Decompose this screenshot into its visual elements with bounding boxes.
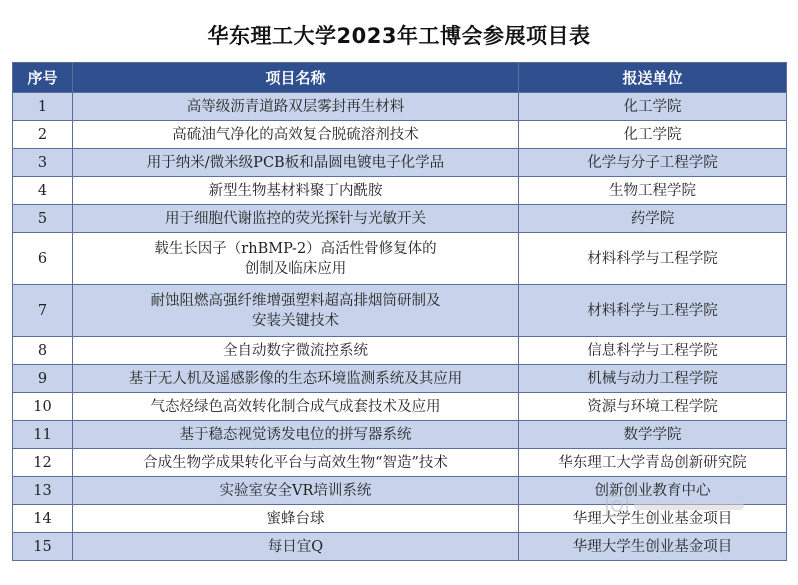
cell-project-name: 基于稳态视觉诱发电位的拼写器系统	[73, 421, 519, 449]
cell-number: 7	[13, 285, 73, 337]
table-body	[13, 93, 787, 561]
cell-number: 1	[13, 93, 73, 121]
cell-unit: 创新创业教育中心	[519, 477, 787, 505]
cell-project-name: 耐蚀阻燃高强纤维增强塑料超高排烟筒研制及 安装关键技术	[73, 285, 519, 337]
cell-project-name: 实验室安全VR培训系统	[73, 477, 519, 505]
cell-unit: 华东理工大学青岛创新研究院	[519, 449, 787, 477]
cell-unit: 华理大学生创业基金项目	[519, 533, 787, 561]
table-row	[13, 93, 787, 121]
cell-unit: 化学与分子工程学院	[519, 149, 787, 177]
cell-number: 12	[13, 449, 73, 477]
cell-unit: 华理大学生创业基金项目	[519, 505, 787, 533]
table-row	[13, 365, 787, 393]
cell-project-name: 合成生物学成果转化平台与高效生物“智造”技术	[73, 449, 519, 477]
table-row	[13, 233, 787, 285]
table-row	[13, 505, 787, 533]
cell-project-name: 新型生物基材料聚丁内酰胺	[73, 177, 519, 205]
cell-project-name: 用于纳米/微米级PCB板和晶圆电镀电子化学品	[73, 149, 519, 177]
cell-number: 9	[13, 365, 73, 393]
cell-project-name: 气态烃绿色高效转化制合成气成套技术及应用	[73, 393, 519, 421]
cell-number: 5	[13, 205, 73, 233]
cell-project-name: 全自动数字微流控系统	[73, 337, 519, 365]
cell-number: 4	[13, 177, 73, 205]
cell-number: 15	[13, 533, 73, 561]
cell-unit: 生物工程学院	[519, 177, 787, 205]
column-header-unit: 报送单位	[519, 63, 787, 93]
column-header-project-name: 项目名称	[73, 63, 519, 93]
cell-unit: 信息科学与工程学院	[519, 337, 787, 365]
cell-number: 11	[13, 421, 73, 449]
cell-number: 3	[13, 149, 73, 177]
cell-project-name: 用于细胞代谢监控的荧光探针与光敏开关	[73, 205, 519, 233]
cell-unit: 数学学院	[519, 421, 787, 449]
column-header-number: 序号	[13, 63, 73, 93]
table-row	[13, 477, 787, 505]
cell-number: 2	[13, 121, 73, 149]
table-header-row	[13, 63, 787, 93]
cell-project-name: 载生长因子（rhBMP-2）高活性骨修复体的 创制及临床应用	[73, 233, 519, 285]
table-row	[13, 205, 787, 233]
cell-unit: 资源与环境工程学院	[519, 393, 787, 421]
table-row	[13, 533, 787, 561]
table-row	[13, 149, 787, 177]
cell-number: 13	[13, 477, 73, 505]
cell-project-name: 蜜蜂台球	[73, 505, 519, 533]
cell-project-name: 每日宜Q	[73, 533, 519, 561]
document-title: 华东理工大学2023年工博会参展项目表	[207, 24, 591, 48]
cell-unit: 材料科学与工程学院	[519, 285, 787, 337]
table-row	[13, 177, 787, 205]
table-row	[13, 449, 787, 477]
cell-unit: 材料科学与工程学院	[519, 233, 787, 285]
cell-project-name: 高硫油气净化的高效复合脱硫溶剂技术	[73, 121, 519, 149]
cell-unit: 化工学院	[519, 121, 787, 149]
table-row	[13, 421, 787, 449]
cell-project-name: 基于无人机及遥感影像的生态环境监测系统及其应用	[73, 365, 519, 393]
table-row	[13, 285, 787, 337]
cell-unit: 机械与动力工程学院	[519, 365, 787, 393]
cell-unit: 化工学院	[519, 93, 787, 121]
cell-number: 10	[13, 393, 73, 421]
cell-number: 8	[13, 337, 73, 365]
table-row	[13, 393, 787, 421]
cell-number: 6	[13, 233, 73, 285]
table-row	[13, 337, 787, 365]
cell-unit: 药学院	[519, 205, 787, 233]
cell-number: 14	[13, 505, 73, 533]
project-table	[12, 62, 787, 561]
table-row	[13, 121, 787, 149]
cell-project-name: 高等级沥青道路双层雾封再生材料	[73, 93, 519, 121]
